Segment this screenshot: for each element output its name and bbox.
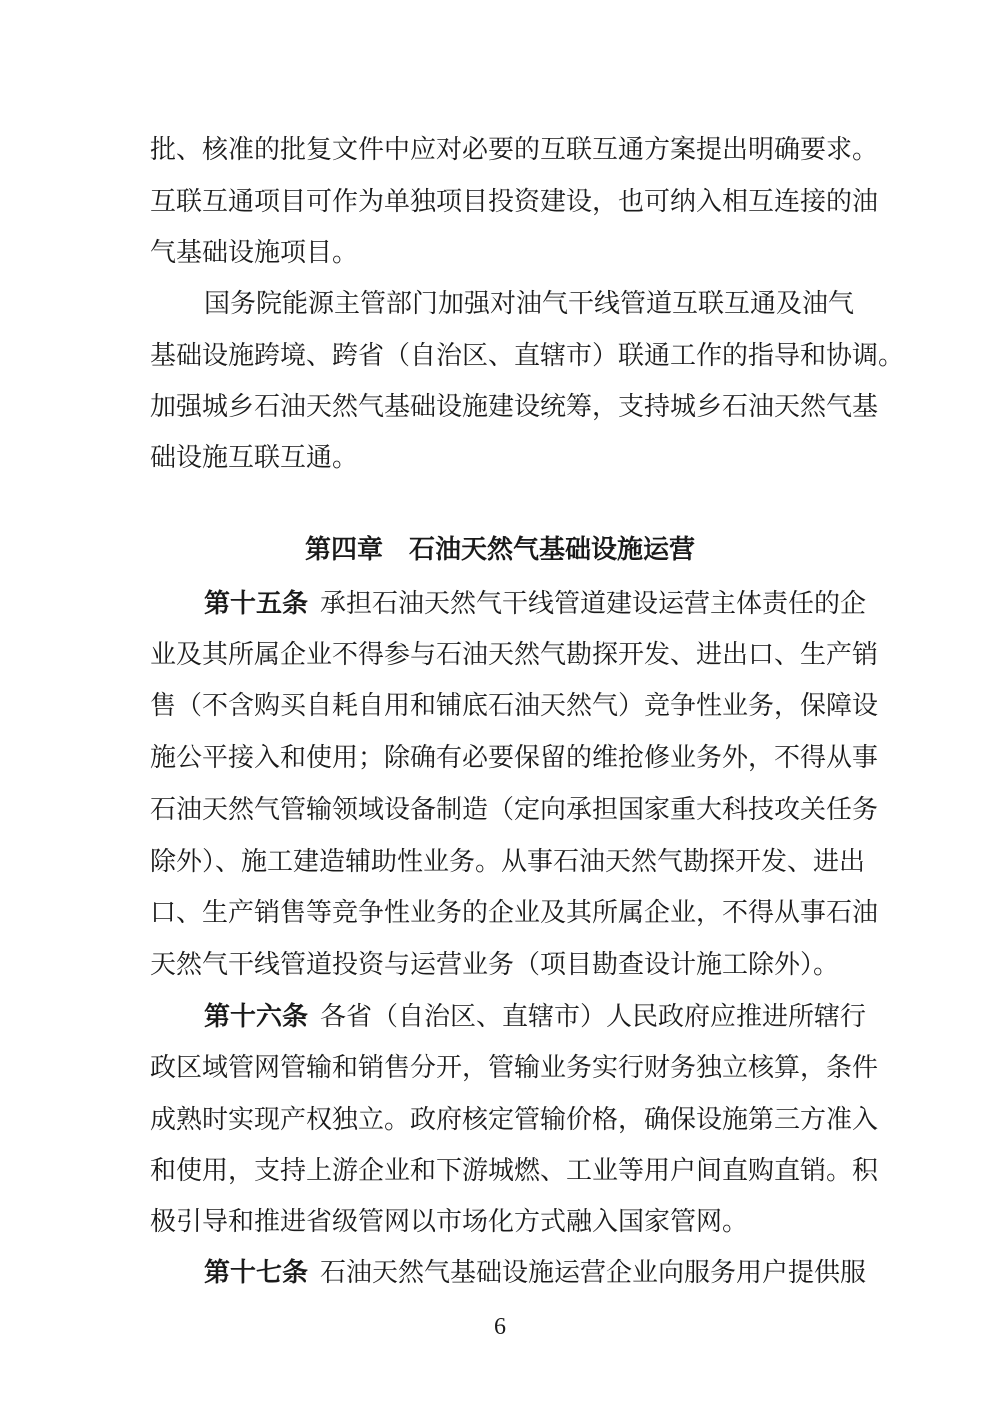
text-line: 除外）、施工建造辅助性业务。从事石油天然气勘探开发、进出 (150, 847, 866, 877)
text-line: 础设施互联互通。 (150, 443, 359, 473)
text-line: 口、生产销售等竞争性业务的企业及其所属企业，不得从事石油 (150, 898, 879, 928)
text-line: 国务院能源主管部门加强对油气干线管道互联互通及油气 (204, 289, 855, 319)
text-line (204, 997, 867, 1037)
text-line: 批、核准的批复文件中应对必要的互联互通方案提出明确要求。 (150, 135, 879, 165)
article-label: 第十七条 (204, 1258, 309, 1288)
article-label: 第十五条 (204, 589, 309, 619)
page-number: 6 (494, 1314, 506, 1340)
text-span: 石油天然气基础设施运营企业向服务用户提供服 (320, 1258, 867, 1288)
text-line: 天然气干线管道投资与运营业务（项目勘查设计施工除外）。 (150, 950, 840, 980)
text-line (204, 584, 867, 624)
text-line: 和使用，支持上游企业和下游城燃、工业等用户间直购直销。积 (150, 1156, 879, 1186)
text-line: 基础设施跨境、跨省（自治区、直辖市）联通工作的指导和协调。 (150, 341, 905, 371)
text-span: 承担石油天然气干线管道建设运营主体责任的企 (320, 589, 867, 619)
text-line: 成熟时实现产权独立。政府核定管输价格，确保设施第三方准入 (150, 1105, 879, 1135)
text-line: 气基础设施项目。 (150, 238, 359, 268)
text-line: 业及其所属企业不得参与石油天然气勘探开发、进出口、生产销 (150, 640, 879, 670)
text-line: 加强城乡石油天然气基础设施建设统筹，支持城乡石油天然气基 (150, 392, 879, 422)
chapter-title: 石油天然气基础设施运营 (409, 535, 696, 565)
text-line: 售（不含购买自耗自用和铺底石油天然气）竞争性业务，保障设 (150, 691, 879, 721)
text-line: 互联互通项目可作为单独项目投资建设，也可纳入相互连接的油 (150, 187, 879, 217)
text-span: 各省（自治区、直辖市）人民政府应推进所辖行 (320, 1002, 867, 1032)
text-line: 石油天然气管输领域设备制造（定向承担国家重大科技攻关任务 (150, 795, 879, 825)
chapter-heading (0, 530, 1000, 570)
text-line: 极引导和推进省级管网以市场化方式融入国家管网。 (150, 1207, 749, 1237)
article-label: 第十六条 (204, 1002, 309, 1032)
text-line: 施公平接入和使用；除确有必要保留的维抢修业务外，不得从事 (150, 743, 879, 773)
chapter-number: 第四章 (304, 535, 383, 565)
text-line (204, 1253, 867, 1293)
text-line: 政区域管网管输和销售分开，管输业务实行财务独立核算，条件 (150, 1053, 879, 1083)
